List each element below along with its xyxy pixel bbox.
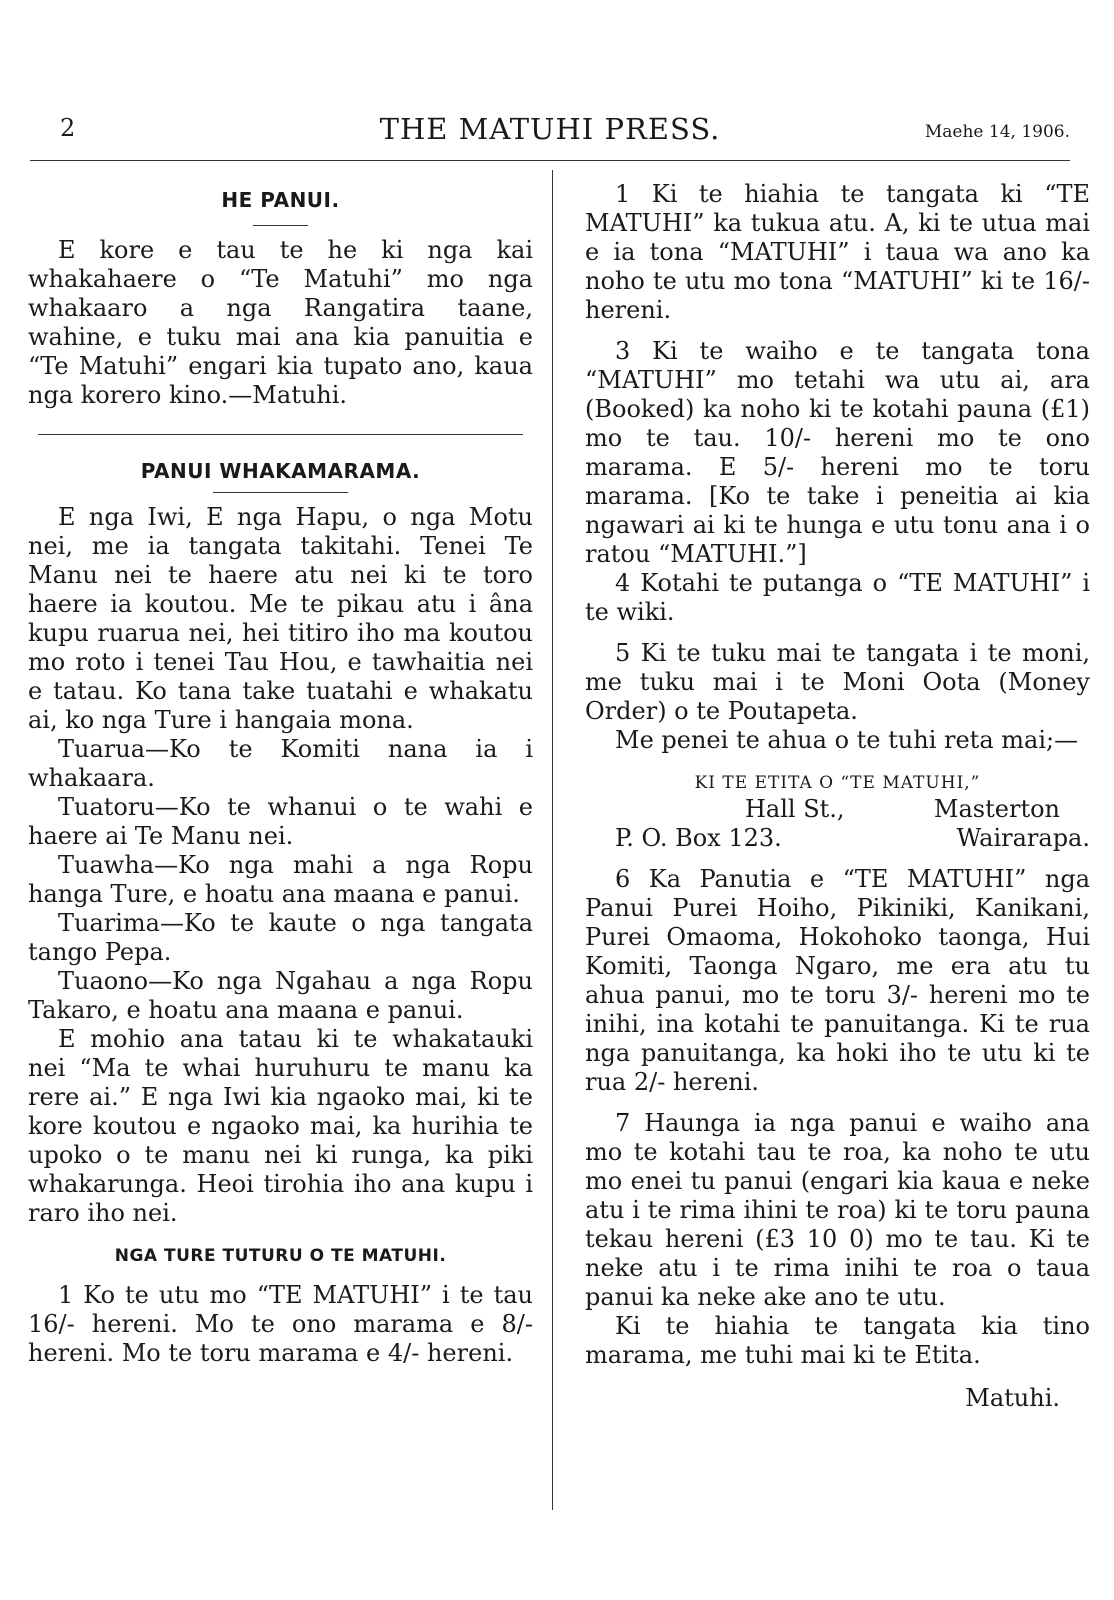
explanatory-paragraph: E nga Iwi, E nga Hapu, o nga Motu nei, me ia tangata takitahi. Tenei Te Manu nei te haere atu nei ki te toro haere ia koutou. Me te pikau atu i âna kupu ruarua nei, hei titiro iho ma koutou mo roto i tenei Tau Hou, e tawhaitia nei e tatau. Ko tana take tuatahi e whakatu ai, ko nga Ture i hangaia mona. — [28, 503, 533, 734]
rule-paragraph: 1 Ki te hiahia te tangata ki “TE MATUHI” ka tukua atu. A, ki te utua mai e ia tona “MATUHI” i taua wa ano ka noho te utu mo tona “MATUHI” ki te 16/- hereni. — [585, 180, 1090, 324]
rule-paragraph: Ki te hiahia te tangata kia tino marama, me tuhi mai ki te Etita. — [585, 1312, 1090, 1369]
header-rule — [30, 160, 1070, 161]
address-line — [585, 824, 1090, 853]
rule-paragraph: 6 Ka Panutia e “TE MATUHI” nga Panui Purei Hoiho, Pikiniki, Kanikani, Purei Omaoma, Hokohoko taonga, Hui Komiti, Taonga Ngaro, me era atu tu ahua panui, mo te toru 3/- hereni mo te inihi, ina kotahi te panuitanga. Ki te rua nga panuitanga, ka hoki iho te utu ki te rua 2/- hereni. — [585, 865, 1090, 1096]
notice-body: E kore e tau te he ki nga kai whakahaere o “Te Matuhi” mo nga whakaaro a nga Rangatira taane, wahine, e tuku mai ana kia panuitia e “Te Matuhi” engari kia tupato ano, kaua nga korero kino.—Matuhi. — [28, 236, 533, 409]
paper-title: THE MATUHI PRESS. — [379, 112, 721, 146]
notice-heading: HE PANUI. — [221, 188, 340, 212]
address-street: Hall St., — [745, 795, 845, 823]
explanatory-paragraph: Tuaono—Ko nga Ngahau a nga Ropu Takaro, e hoatu ana maana e panui. — [28, 967, 533, 1024]
explanatory-heading: PANUI WHAKAMARAMA. — [140, 459, 421, 483]
rule-paragraph: 3 Ki te waiho e te tangata tona “MATUHI” mo tetahi wa utu ai, ara (Booked) ka noho ki te kotahi pauna (£1) mo te tau. 10/- hereni mo te ono marama. E 5/- hereni mo te toru marama. [Ko te take i peneitia ai kia ngawari ai ki te hunga e utu tonu ana i o ratou “MATUHI.”] — [585, 337, 1090, 568]
rule-paragraph: 5 Ki te tuku mai te tangata i te moni, me tuku mai i te Moni Oota (Money Order) o te Poutapeta. — [585, 639, 1090, 725]
page-header — [30, 112, 1070, 152]
rule-paragraph: 1 Ko te utu mo “TE MATUHI” i te tau 16/- hereni. Mo te ono marama e 8/- hereni. Mo te toru marama e 4/- hereni. — [28, 1281, 533, 1367]
page-number: 2 — [60, 114, 76, 142]
rule-paragraph: Me penei te ahua o te tuhi reta mai;— — [615, 726, 1079, 754]
explanatory-paragraph: Tuawha—Ko nga mahi a nga Ropu hanga Ture, e hoatu ana maana e panui. — [28, 851, 533, 908]
column-divider — [552, 170, 553, 1510]
address-heading: KI TE ETITA O “TE MATUHI,” — [694, 773, 981, 793]
rule-paragraph: 7 Haunga ia nga panui e waiho ana mo te kotahi tau te roa, ka noho te utu mo enei tu panui (engari kia kaua e neke atu i te rima ihini te roa) ki te toru pauna tekau hereni (£3 10 0) mo te tau. Ki te neke atu i te rima inihi te roa o taua panui ka neke ake ano te utu. — [585, 1109, 1090, 1311]
issue-date: Maehe 14, 1906. — [924, 122, 1070, 142]
address-town: Masterton — [933, 795, 1060, 823]
heading-rule — [213, 492, 348, 493]
signoff: Matuhi. — [965, 1384, 1060, 1412]
address-box: P. O. Box 123. — [615, 824, 782, 852]
right-column — [585, 180, 1090, 1413]
address-region: Wairarapa. — [956, 824, 1090, 852]
left-column — [28, 180, 533, 1368]
address-line — [585, 795, 1090, 824]
section-divider — [38, 434, 523, 435]
explanatory-paragraph: Tuatoru—Ko te whanui o te wahi e haere ai Te Manu nei. — [28, 793, 533, 850]
explanatory-paragraph: E mohio ana tatau ki te whakatauki nei “Ma te whai huruhuru te manu ka rere ai.” E nga Iwi kia ngaoko mai, ki te kore koutou e ngaoko mai, ka hurihia te upoko o te manu nei ki runga, ka piki whakarunga. Heoi tirohia iho ana kupu i raro iho nei. — [28, 1025, 533, 1227]
rules-heading: NGA TURE TUTURU O TE MATUHI. — [114, 1246, 447, 1266]
heading-rule — [253, 225, 308, 226]
rule-paragraph: 4 Kotahi te putanga o “TE MATUHI” i te wiki. — [585, 569, 1090, 626]
explanatory-paragraph: Tuarua—Ko te Komiti nana ia i whakaara. — [28, 735, 533, 792]
explanatory-paragraph: Tuarima—Ko te kaute o nga tangata tango Pepa. — [28, 909, 533, 966]
